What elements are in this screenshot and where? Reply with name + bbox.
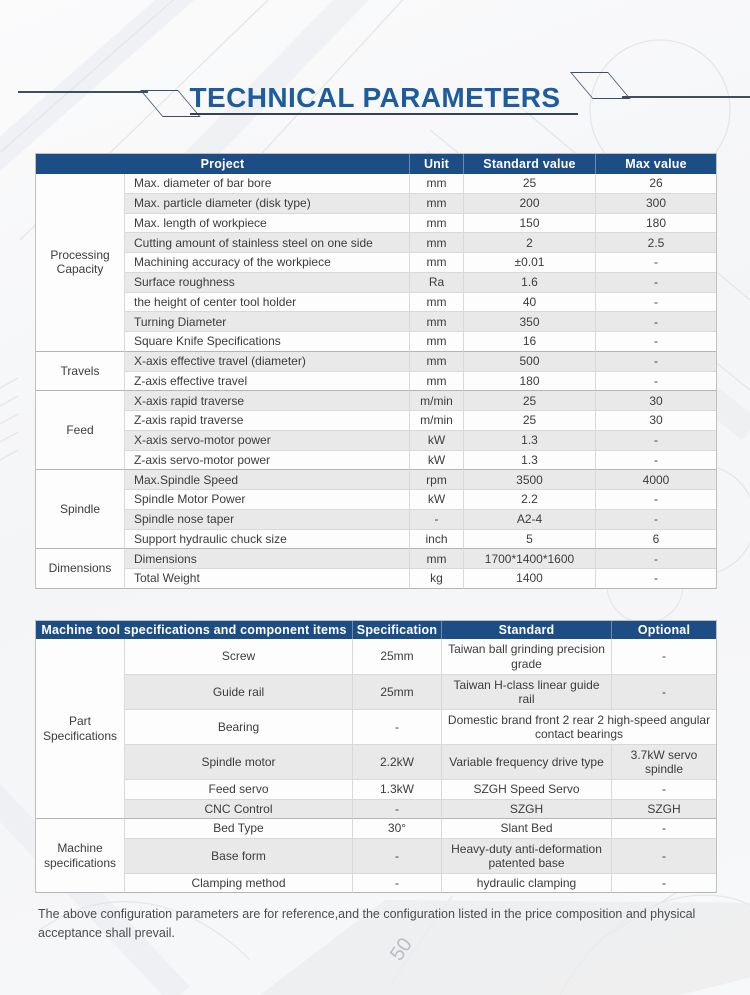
table1-standard-cell: 2 [463, 233, 595, 253]
table1-item-cell: Support hydraulic chuck size [124, 530, 409, 550]
table1-item-cell: Max. diameter of bar bore [124, 174, 409, 194]
table1-standard-cell: 180 [463, 372, 595, 392]
table1-item-cell: Spindle Motor Power [124, 490, 409, 510]
page-title: TECHNICAL PARAMETERS [189, 82, 561, 113]
table1-item-cell: Spindle nose taper [124, 510, 409, 530]
table1-group-label-0: Processing Capacity [36, 174, 124, 352]
table1-max-cell: - [595, 490, 716, 510]
table1-group-label-4: Dimensions [36, 549, 124, 589]
table2-optional-cell: - [611, 839, 716, 874]
table2-standard-cell: hydraulic clamping [441, 874, 611, 893]
table1-max-cell: - [595, 451, 716, 471]
table1-standard-cell: 500 [463, 352, 595, 372]
table1-standard-cell: ±0.01 [463, 253, 595, 273]
table1-standard-cell: 16 [463, 332, 595, 352]
table2-optional-cell: 3.7kW servo spindle [611, 745, 716, 780]
table1-unit-cell: mm [409, 233, 463, 253]
table2-spec-cell: 25mm [352, 639, 441, 675]
table2-standard-cell: Taiwan H-class linear guide rail [441, 675, 611, 710]
table1-unit-cell: mm [409, 174, 463, 194]
table1-unit-cell: rpm [409, 470, 463, 490]
table1-item-cell: Surface roughness [124, 273, 409, 293]
table1-standard-cell: 1700*1400*1600 [463, 549, 595, 569]
table1-standard-cell: 3500 [463, 470, 595, 490]
table1-unit-cell: kg [409, 569, 463, 589]
table2-item-cell: Bearing [124, 710, 352, 745]
table1-unit-cell: m/min [409, 391, 463, 411]
svg-text:50: 50 [386, 934, 417, 965]
table1-item-cell: the height of center tool holder [124, 293, 409, 313]
table1-max-cell: - [595, 293, 716, 313]
table1-max-cell: 4000 [595, 470, 716, 490]
table1-item-cell: Cutting amount of stainless steel on one side [124, 233, 409, 253]
table1-max-cell: - [595, 352, 716, 372]
table1-unit-cell: mm [409, 352, 463, 372]
table1-unit-cell: inch [409, 530, 463, 550]
table1-unit-cell: mm [409, 293, 463, 313]
table1-item-cell: Z-axis effective travel [124, 372, 409, 392]
table1-item-cell: X-axis servo-motor power [124, 431, 409, 451]
table1-unit-cell: m/min [409, 411, 463, 431]
table1-unit-cell: kW [409, 451, 463, 471]
table2-item-cell: Bed Type [124, 819, 352, 839]
table2-item-cell: CNC Control [124, 800, 352, 819]
table1-item-cell: X-axis rapid traverse [124, 391, 409, 411]
table1-standard-cell: A2-4 [463, 510, 595, 530]
table1-standard-cell: 350 [463, 312, 595, 332]
table1-item-cell: Z-axis rapid traverse [124, 411, 409, 431]
table1-group-label-3: Spindle [36, 470, 124, 549]
table1-item-cell: Z-axis servo-motor power [124, 451, 409, 471]
table1-standard-cell: 1.3 [463, 431, 595, 451]
table2-optional-cell: SZGH [611, 800, 716, 819]
table1-item-cell: Dimensions [124, 549, 409, 569]
table2-spec-cell: 30° [352, 819, 441, 839]
table2-optional-cell: - [611, 780, 716, 800]
table1-standard-cell: 1400 [463, 569, 595, 589]
table1-max-cell: 26 [595, 174, 716, 194]
table1-standard-cell: 200 [463, 194, 595, 214]
table1-max-cell: 180 [595, 214, 716, 234]
table1-max-cell: - [595, 332, 716, 352]
table1-item-cell: X-axis effective travel (diameter) [124, 352, 409, 372]
table2-item-cell: Spindle motor [124, 745, 352, 780]
table1-standard-cell: 1.3 [463, 451, 595, 471]
table2-item-cell: Guide rail [124, 675, 352, 710]
table2-standard-cell: Heavy-duty anti-deformation patented base [441, 839, 611, 874]
table2-spec-cell: 25mm [352, 675, 441, 710]
table1-max-cell: 30 [595, 411, 716, 431]
table2-item-cell: Screw [124, 639, 352, 675]
table1-group-label-1: Travels [36, 352, 124, 392]
table1-unit-cell: mm [409, 332, 463, 352]
table2-spec-cell: - [352, 839, 441, 874]
table2-header-1: Specification [352, 621, 441, 639]
table1-unit-cell: Ra [409, 273, 463, 293]
component-specifications-table [35, 620, 717, 893]
table2-spec-cell: - [352, 800, 441, 819]
table1-item-cell: Max.Spindle Speed [124, 470, 409, 490]
table2-spec-cell: - [352, 710, 441, 745]
table1-max-cell: 300 [595, 194, 716, 214]
table1-unit-cell: mm [409, 194, 463, 214]
table2-standard-cell: SZGH Speed Servo [441, 780, 611, 800]
table1-max-cell: - [595, 273, 716, 293]
table1-max-cell: - [595, 372, 716, 392]
table1-item-cell: Square Knife Specifications [124, 332, 409, 352]
table2-item-cell: Clamping method [124, 874, 352, 893]
table2-spec-cell: - [352, 874, 441, 893]
table2-optional-cell: - [611, 874, 716, 893]
table2-item-cell: Base form [124, 839, 352, 874]
title-right-line [622, 96, 750, 98]
table1-item-cell: Turning Diameter [124, 312, 409, 332]
table1-item-cell: Max. particle diameter (disk type) [124, 194, 409, 214]
table1-max-cell: - [595, 549, 716, 569]
table1-max-cell: - [595, 569, 716, 589]
table1-max-cell: 2.5 [595, 233, 716, 253]
table1-standard-cell: 25 [463, 174, 595, 194]
table2-standard-cell: Variable frequency drive type [441, 745, 611, 780]
table1-standard-cell: 40 [463, 293, 595, 313]
table2-optional-cell: - [611, 819, 716, 839]
table1-header-2: Standard value [463, 154, 595, 174]
table1-unit-cell: mm [409, 549, 463, 569]
table1-header-0: Project [36, 154, 409, 174]
table1-max-cell: - [595, 510, 716, 530]
footer-note: The above configuration parameters are for reference,and the configuration listed in the price composition and physical acceptance shall prevail. [38, 907, 696, 940]
table2-standard-cell: Domestic brand front 2 rear 2 high-speed angular contact bearings [441, 710, 716, 745]
technical-parameters-table [35, 153, 717, 589]
table2-standard-cell: Taiwan ball grinding precision grade [441, 639, 611, 675]
table1-header-1: Unit [409, 154, 463, 174]
table1-max-cell: 30 [595, 391, 716, 411]
table1-standard-cell: 150 [463, 214, 595, 234]
table1-max-cell: - [595, 253, 716, 273]
table1-header-3: Max value [595, 154, 716, 174]
table2-header-2: Standard [441, 621, 611, 639]
table1-unit-cell: mm [409, 312, 463, 332]
table2-spec-cell: 1.3kW [352, 780, 441, 800]
table1-unit-cell: - [409, 510, 463, 530]
table1-unit-cell: kW [409, 431, 463, 451]
table2-optional-cell: - [611, 675, 716, 710]
table1-unit-cell: mm [409, 253, 463, 273]
table1-item-cell: Machining accuracy of the workpiece [124, 253, 409, 273]
table2-header-0: Machine tool specifications and component items [36, 621, 352, 639]
table1-standard-cell: 2.2 [463, 490, 595, 510]
table2-standard-cell: Slant Bed [441, 819, 611, 839]
table1-standard-cell: 25 [463, 411, 595, 431]
table2-spec-cell: 2.2kW [352, 745, 441, 780]
table1-item-cell: Max. length of workpiece [124, 214, 409, 234]
table1-standard-cell: 1.6 [463, 273, 595, 293]
table1-item-cell: Total Weight [124, 569, 409, 589]
table1-unit-cell: kW [409, 490, 463, 510]
table2-group-label-0: Part Specifications [36, 639, 124, 819]
table2-optional-cell: - [611, 639, 716, 675]
table2-standard-cell: SZGH [441, 800, 611, 819]
table2-group-label-1: Machine specifications [36, 819, 124, 893]
table2-header-3: Optional [611, 621, 716, 639]
table1-max-cell: 6 [595, 530, 716, 550]
table1-standard-cell: 5 [463, 530, 595, 550]
table1-max-cell: - [595, 312, 716, 332]
table1-unit-cell: mm [409, 372, 463, 392]
table1-max-cell: - [595, 431, 716, 451]
table1-group-label-2: Feed [36, 391, 124, 470]
table2-item-cell: Feed servo [124, 780, 352, 800]
table1-unit-cell: mm [409, 214, 463, 234]
table1-standard-cell: 25 [463, 391, 595, 411]
title-underline [190, 113, 578, 115]
